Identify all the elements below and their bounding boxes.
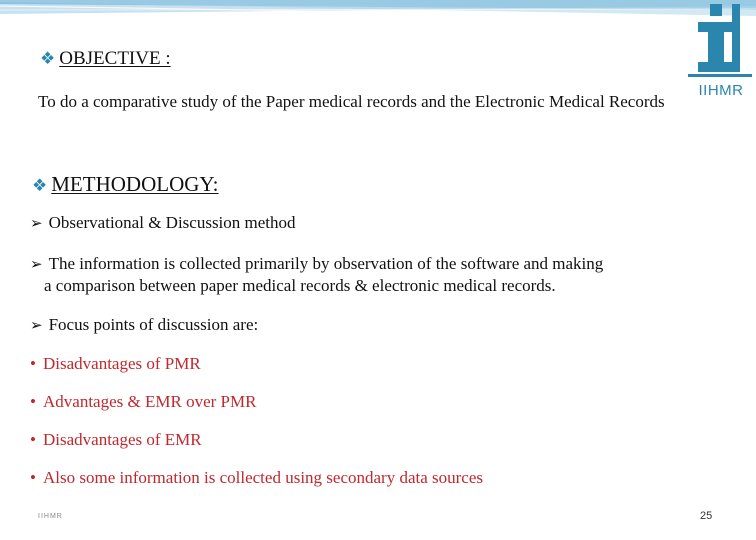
- methodology-heading: ❖ METHODOLOGY:: [32, 172, 219, 196]
- bullet-dot-icon: •: [30, 430, 36, 449]
- logo-text: IIHMR: [698, 82, 744, 99]
- objective-text: To do a comparative study of the Paper medical records and the Electronic Medical Records: [38, 92, 665, 111]
- page-number: 25: [700, 510, 713, 522]
- arrow-bullet-icon: ➢: [30, 214, 43, 232]
- diamond-bullet-icon: ❖: [40, 49, 56, 68]
- bullet-dot-icon: •: [30, 392, 36, 411]
- top-decorative-band: [0, 0, 756, 30]
- bullet-dot-icon: •: [30, 354, 36, 373]
- diamond-bullet-icon: ❖: [32, 176, 48, 195]
- footer-label: IIHMR: [38, 513, 63, 520]
- method-point: ➢ Focus points of discussion are:: [30, 315, 259, 334]
- arrow-bullet-icon: ➢: [30, 316, 43, 334]
- discussion-bullet: • Disadvantages of EMR: [30, 430, 202, 449]
- bullet-dot-icon: •: [30, 468, 36, 487]
- discussion-bullet: • Disadvantages of PMR: [30, 354, 201, 373]
- discussion-bullet: • Advantages & EMR over PMR: [30, 392, 257, 411]
- discussion-bullet: • Also some information is collected using secondary data sources: [30, 468, 483, 487]
- objective-heading: ❖ OBJECTIVE :: [40, 48, 171, 69]
- method-point: ➢ The information is collected primarily by observation of the software and making a comparison between paper medical records & electronic medical records.: [30, 254, 604, 295]
- arrow-bullet-icon: ➢: [30, 255, 43, 273]
- method-point: ➢ Observational & Discussion method: [30, 213, 296, 232]
